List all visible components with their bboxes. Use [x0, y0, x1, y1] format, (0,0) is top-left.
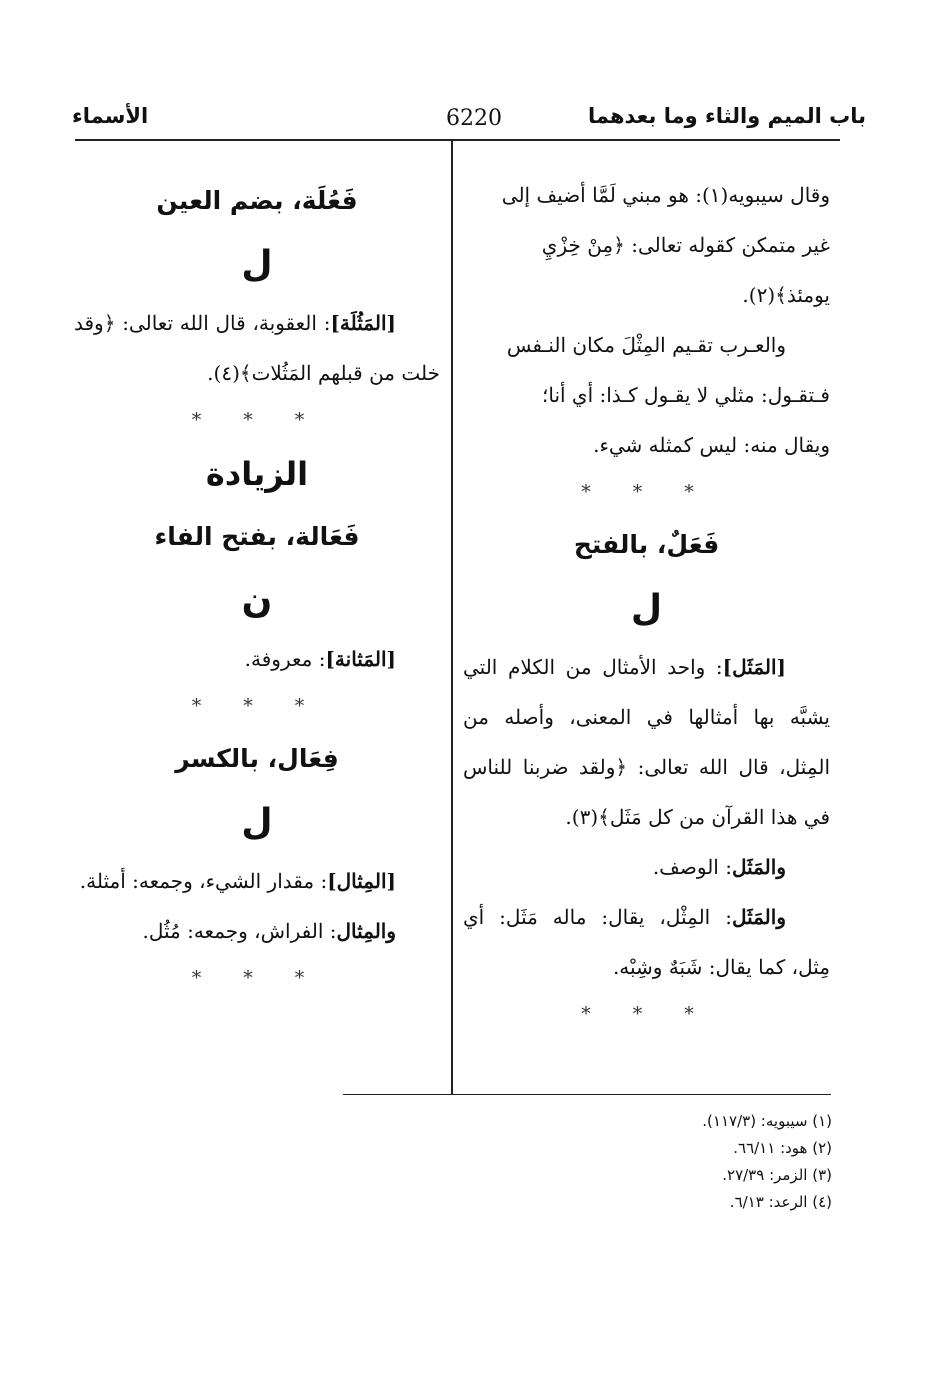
pattern-heading: فَعَالة، بفتح الفاء	[154, 522, 360, 551]
separator-stars: * * *	[191, 967, 323, 989]
section-title: الزيادة	[205, 455, 309, 493]
footnote: (١) سيبويه: (١١٧/٣).	[702, 1112, 832, 1130]
entry-mithal-firash	[74, 906, 440, 956]
entry-mathal-mithl	[463, 892, 830, 992]
separator-stars: * * *	[581, 1003, 712, 1025]
entry-term: [المَثَل]	[722, 655, 786, 679]
separator-stars: * * *	[191, 409, 323, 431]
page-number: 6220	[446, 106, 502, 131]
header-rule	[75, 139, 840, 141]
entry-mathana	[74, 634, 440, 684]
footnote: (٤) الرعد: ٦/١٣.	[729, 1193, 832, 1211]
pattern-heading: فِعَال، بالكسر	[175, 744, 339, 773]
arabs-line-3: ويقال منه: ليس كمثله شيء.	[593, 433, 830, 457]
entry-mathal-wasf	[463, 842, 830, 892]
separator-stars: * * *	[581, 481, 712, 503]
left-column	[74, 170, 440, 1000]
running-header-right: باب الميم والثاء وما بعدهما	[588, 104, 866, 128]
root-letter: ل	[630, 588, 663, 629]
running-header-left: الأسماء	[72, 104, 149, 128]
entry-mathula	[74, 298, 440, 398]
sibawayh-line-2: غير متمكن كقوله تعالى: ﴿مِنْ خِزْيِ	[541, 233, 830, 257]
arabs-line-1: والعـرب تقـيم المِثْلَ مكان النـفس	[506, 333, 786, 357]
sibawayh-line-1: وقال سيبويه(١): هو مبني لَمَّا أضيف إلى	[501, 183, 830, 207]
right-column	[463, 170, 830, 1036]
entry-term: والمِثال	[336, 919, 396, 943]
separator-stars: * * *	[191, 695, 323, 717]
footnote-rule	[343, 1094, 831, 1095]
entry-definition: : معروفة.	[244, 647, 326, 671]
entry-term: [المَثانة]	[325, 647, 396, 671]
entry-mithal	[74, 856, 440, 906]
entry-definition: : المِثْل، يقال: ماله مَثَل: أي مِثل، كما يقال: شَبَهٌ وشِبْه.	[463, 905, 830, 979]
entry-term: والمَثَل	[731, 855, 786, 879]
pattern-heading: فَعُلَة، بضم العين	[156, 186, 358, 215]
entry-definition: : الوصف.	[652, 855, 732, 879]
column-divider	[451, 140, 453, 1095]
footnotes	[702, 1108, 832, 1216]
entry-mathal	[463, 642, 830, 842]
entry-definition: : مقدار الشيء، وجمعه: أمثلة.	[79, 869, 328, 893]
arabs-line-2: فـتقـول: مثلي لا يقـول كـذا: أي أنا؛	[542, 383, 830, 407]
entry-definition: : العقوبة، قال الله تعالى: ﴿وقد خلت من قبلهم المَثُلات﴾(٤).	[74, 311, 440, 385]
root-letter: ن	[241, 580, 273, 621]
root-letter: ل	[241, 802, 273, 843]
pattern-heading: فَعَلٌ، بالفتح	[573, 530, 720, 559]
entry-definition: : واحد الأمثال من الكلام التي يشبَّه بها أمثالها في المعنى، وأصله من المِثل، قال الله تعالى: ﴿ولقد ضربنا للناس في هذا القرآن من كل مَثَل﴾(٣).	[463, 655, 830, 829]
sibawayh-line-3: يومئذ﴾(٢).	[742, 283, 830, 307]
root-letter: ل	[241, 244, 273, 285]
footnote: (٣) الزمر: ٢٧/٣٩.	[722, 1166, 832, 1184]
footnote: (٢) هود: ٦٦/١١.	[733, 1139, 832, 1157]
entry-term: [المَثُلَة]	[330, 311, 396, 335]
entry-definition: : الفراش، وجمعه: مُثُل.	[142, 919, 337, 943]
entry-term: والمَثَل	[731, 905, 786, 929]
entry-term: [المِثال]	[327, 869, 396, 893]
